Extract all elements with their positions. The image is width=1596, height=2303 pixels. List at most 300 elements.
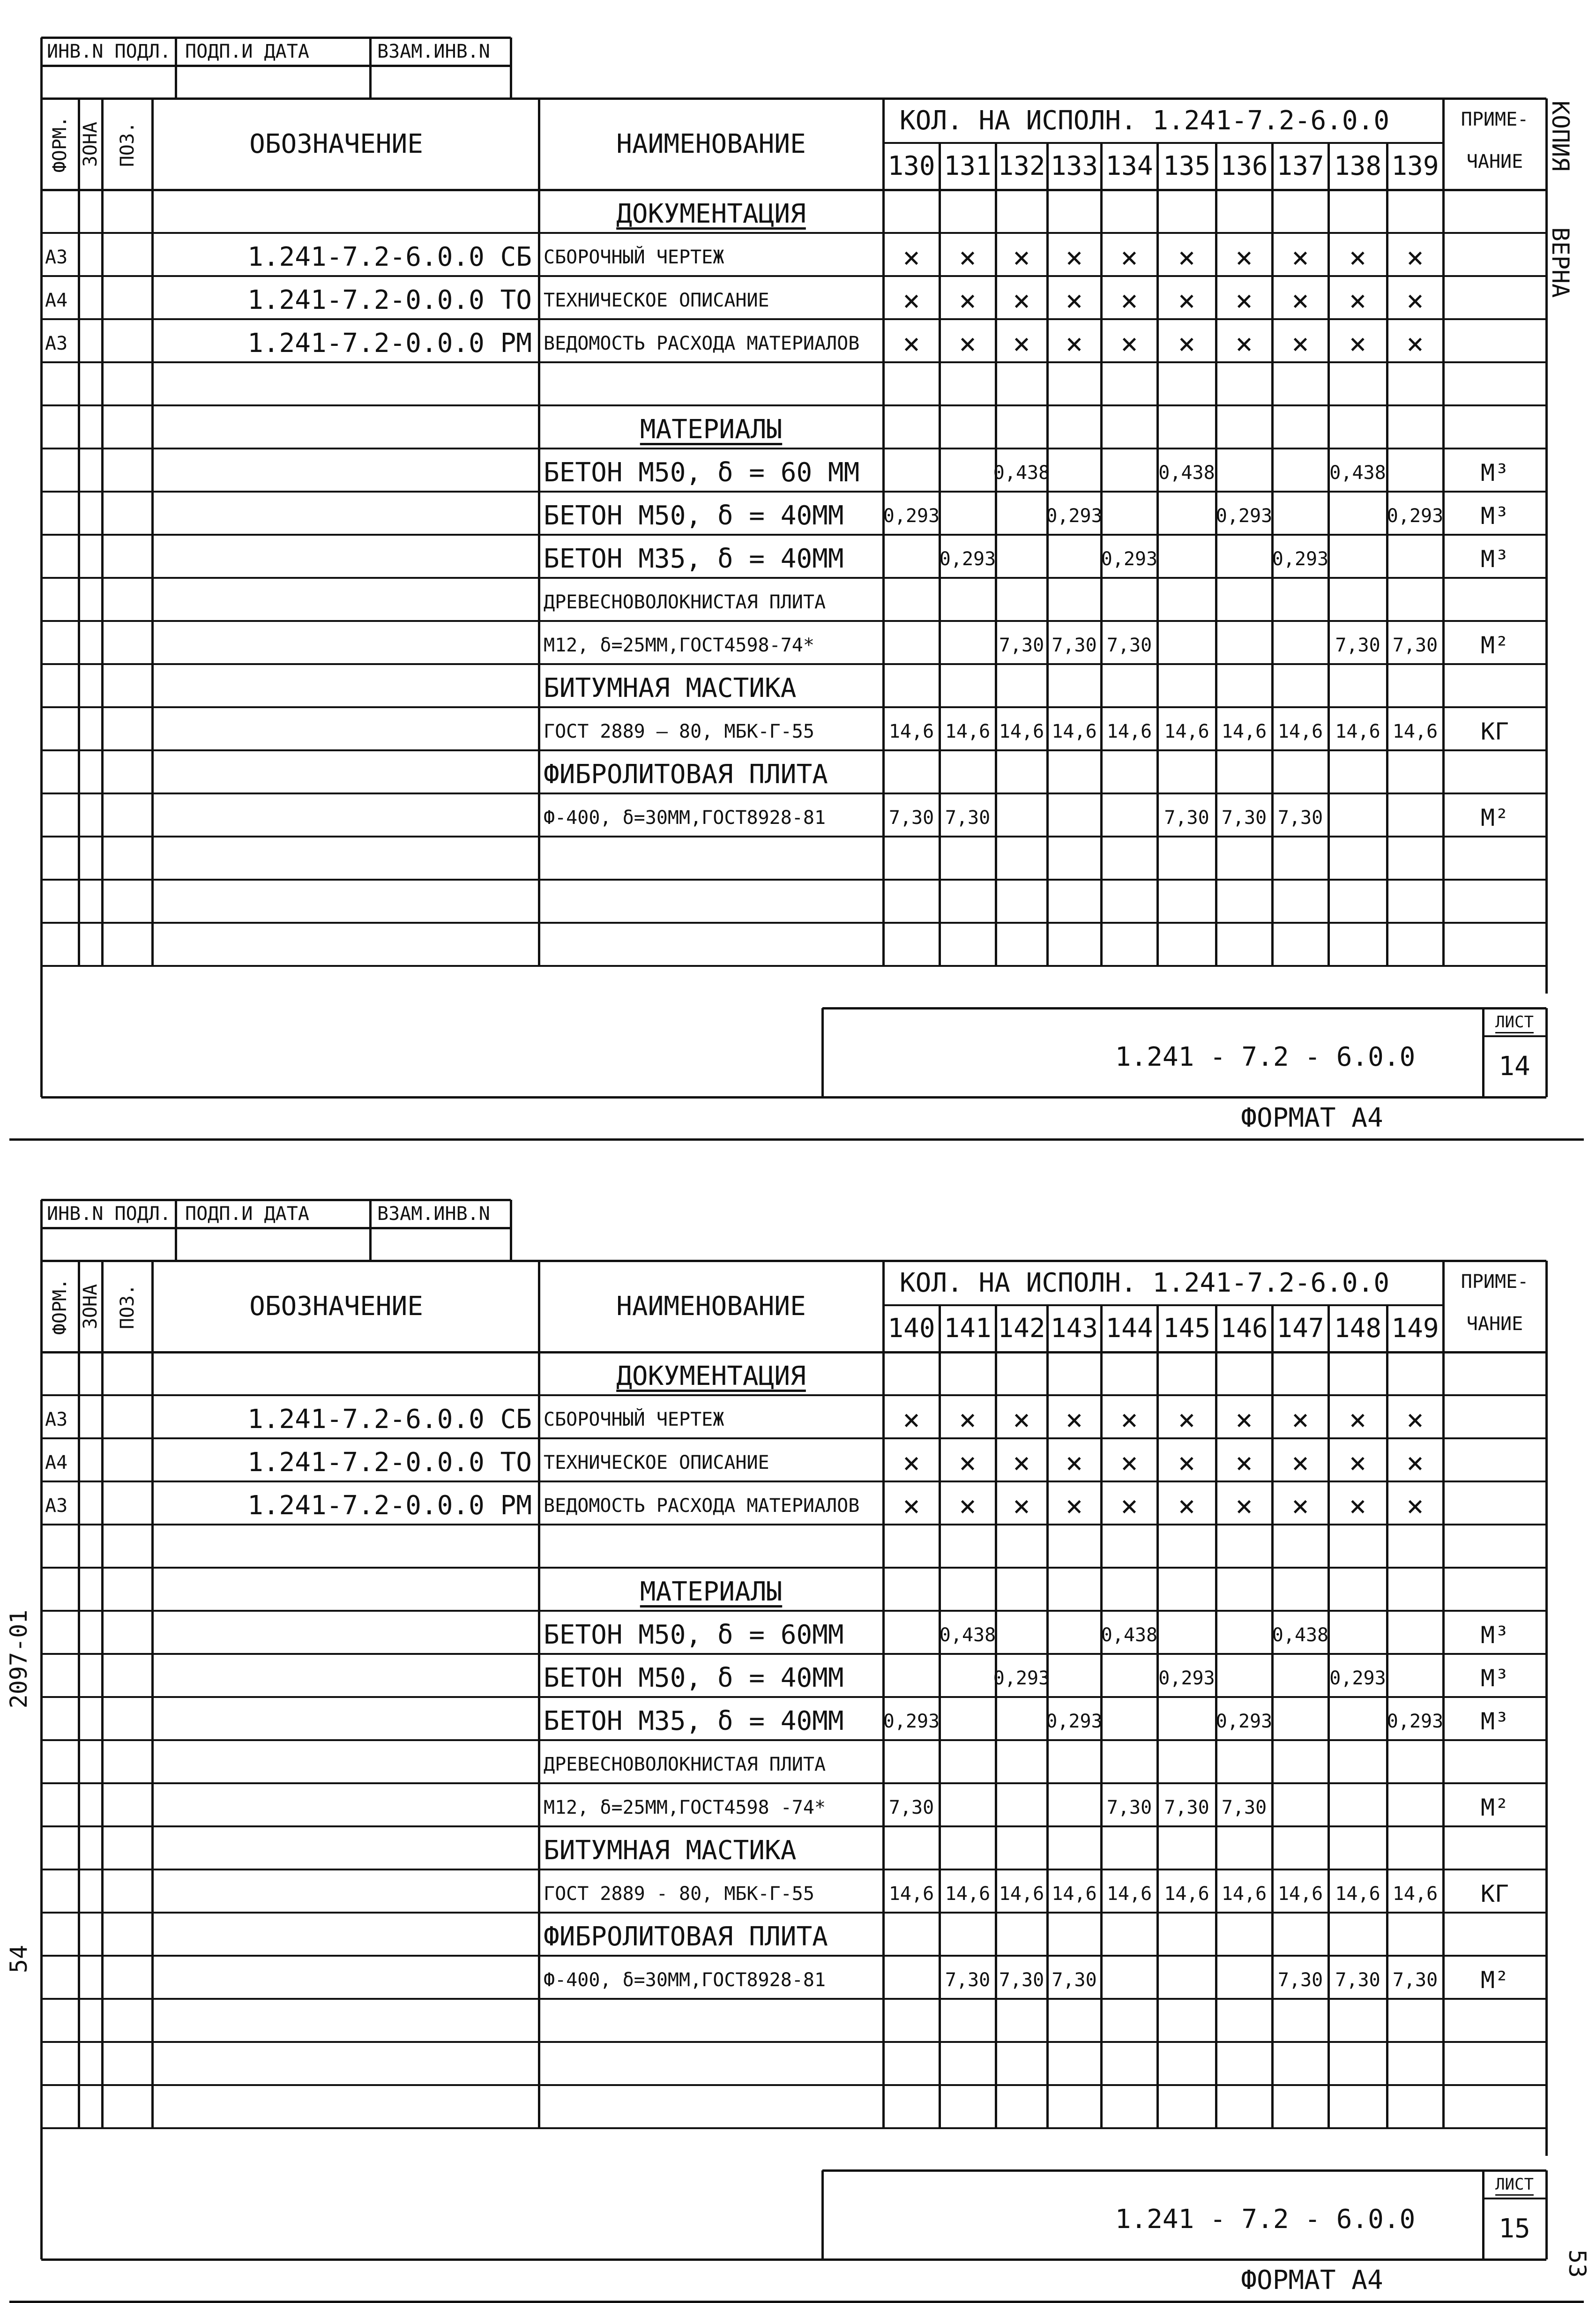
doc-mark: ×	[902, 1402, 920, 1437]
col-kol-header: КОЛ. НА ИСПОЛН. 1.241-7.2-6.0.0	[899, 1267, 1390, 1298]
material-qty: 7,30	[1277, 1969, 1323, 1991]
doc-mark: ×	[1349, 283, 1367, 318]
side-code: 2097-01	[5, 1609, 32, 1709]
material-name: ГОСТ 2889 — 80, МБК-Г-55	[544, 721, 814, 742]
rule-line	[41, 1912, 1546, 1914]
doc-mark: ×	[1013, 326, 1030, 361]
rule-line	[41, 706, 1546, 708]
material-qty: 7,30	[945, 807, 991, 829]
material-qty: 0,293	[1101, 548, 1158, 570]
rule-line	[1482, 2170, 1484, 2259]
material-name: БИТУМНАЯ МАСТИКА	[544, 673, 797, 703]
doc-mark: ×	[1235, 1445, 1253, 1480]
rule-line	[9, 2301, 1584, 2303]
col-naimenovanie: НАИМЕНОВАНИЕ	[616, 128, 806, 159]
material-qty: 14,6	[1221, 721, 1267, 742]
material-qty: 0,293	[1387, 1711, 1444, 1732]
rule-line	[175, 1200, 177, 1261]
side-mark-verna: ВЕРНА	[1547, 227, 1574, 298]
doc-mark: ×	[902, 1488, 920, 1523]
rule-line	[41, 1998, 1546, 2000]
material-name: БЕТОН М50, δ = 40ММ	[544, 501, 844, 531]
material-qty: 7,30	[1221, 807, 1267, 829]
material-name: ФИБРОЛИТОВАЯ ПЛИТА	[544, 759, 828, 790]
doc-mark: ×	[1178, 1488, 1196, 1523]
rule-line	[41, 1260, 1546, 1262]
doc-mark: ×	[959, 240, 977, 275]
doc-format: А3	[45, 333, 68, 354]
doc-mark: ×	[1120, 1402, 1138, 1437]
material-qty: 14,6	[999, 721, 1044, 742]
col-kol-header: КОЛ. НА ИСПОЛН. 1.241-7.2-6.0.0	[899, 105, 1390, 136]
variant-col-137: 137	[1276, 151, 1324, 181]
doc-code: 1.241-7.2-6.0.0 СБ	[247, 242, 532, 272]
doc-mark: ×	[959, 326, 977, 361]
material-qty: 14,6	[1052, 1883, 1097, 1905]
material-qty: 14,6	[1106, 721, 1152, 742]
rule-line	[369, 37, 372, 98]
col-primechanie-1: ПРИМЕ-	[1461, 109, 1529, 130]
rule-line	[41, 361, 1546, 363]
rule-line	[1483, 1035, 1546, 1037]
doc-mark: ×	[1013, 1402, 1030, 1437]
rule-line	[41, 1567, 1546, 1569]
material-name: БЕТОН М50, δ = 40ММ	[544, 1663, 844, 1693]
col-form: ФОРМ.	[49, 1278, 71, 1335]
variant-col-131: 131	[944, 151, 992, 181]
material-qty: 14,6	[945, 721, 991, 742]
variant-col-135: 135	[1163, 151, 1211, 181]
material-qty: 14,6	[1221, 1883, 1267, 1905]
material-qty: 0,438	[1158, 462, 1215, 484]
title-block-code: 1.241 - 7.2 - 6.0.0	[1115, 1042, 1416, 1072]
doc-mark: ×	[1120, 240, 1138, 275]
stamp-podp-data: ПОДП.И ДАТА	[185, 1203, 309, 1225]
rule-line	[40, 37, 43, 98]
material-qty: 7,30	[1052, 635, 1097, 656]
rule-line	[41, 1480, 1546, 1482]
doc-mark: ×	[1406, 283, 1424, 318]
rule-line	[510, 37, 512, 98]
variant-col-147: 147	[1276, 1313, 1324, 1344]
rule-line	[41, 1227, 511, 1229]
material-name: ДРЕВЕСНОВОЛОКНИСТАЯ ПЛИТА	[544, 591, 826, 613]
doc-mark: ×	[902, 283, 920, 318]
doc-name: ВЕДОМОСТЬ РАСХОДА МАТЕРИАЛОВ	[544, 1495, 860, 1517]
rule-line	[41, 1096, 1546, 1099]
rule-line	[1545, 1008, 1548, 1097]
doc-mark: ×	[1120, 1488, 1138, 1523]
variant-col-133: 133	[1050, 151, 1098, 181]
material-unit: М³	[1480, 1708, 1509, 1735]
material-unit: КГ	[1480, 1880, 1509, 1907]
material-name: БЕТОН М35, δ = 40ММ	[544, 544, 844, 574]
doc-mark: ×	[1178, 1402, 1196, 1437]
material-qty: 14,6	[1164, 1883, 1209, 1905]
rule-line	[41, 1199, 511, 1201]
rule-line	[41, 232, 1546, 234]
rule-line	[41, 275, 1546, 277]
material-qty: 0,438	[1101, 1624, 1158, 1646]
rule-line	[883, 142, 1443, 144]
rule-line	[41, 1955, 1546, 1957]
title-block-list-label: ЛИСТ	[1495, 2175, 1534, 2194]
doc-mark: ×	[1065, 326, 1083, 361]
variant-col-134: 134	[1105, 151, 1153, 181]
material-name: ГОСТ 2889 - 80, МБК-Г-55	[544, 1883, 814, 1905]
spec-sheet-15	[0, 1162, 1596, 2297]
rule-line	[822, 2169, 1546, 2172]
col-oboznachenie: ОБОЗНАЧЕНИЕ	[249, 128, 423, 159]
variant-col-146: 146	[1220, 1313, 1268, 1344]
title-block-list-number: 15	[1499, 2213, 1530, 2244]
material-name: ФИБРОЛИТОВАЯ ПЛИТА	[544, 1922, 828, 1952]
section-title: ДОКУМЕНТАЦИЯ	[616, 199, 806, 229]
rule-line	[41, 2258, 1546, 2261]
doc-mark: ×	[1291, 1402, 1309, 1437]
variant-col-130: 130	[887, 151, 935, 181]
doc-mark: ×	[1291, 240, 1309, 275]
material-name: Ф-400, δ=30ММ,ГОСТ8928-81	[544, 1969, 826, 1991]
material-name: БЕТОН М35, δ = 40ММ	[544, 1706, 844, 1736]
col-primechanie-1: ПРИМЕ-	[1461, 1271, 1529, 1293]
rule-line	[41, 1524, 1546, 1525]
rule-line	[41, 879, 1546, 881]
col-poz: ПОЗ.	[116, 121, 138, 167]
doc-mark: ×	[1178, 1445, 1196, 1480]
material-qty: 0,293	[1046, 505, 1103, 527]
rule-line	[41, 37, 511, 39]
material-name: М12, δ=25ММ,ГОСТ4598 -74*	[544, 1797, 826, 1818]
rule-line	[41, 318, 1546, 320]
doc-mark: ×	[1013, 240, 1030, 275]
rule-line	[41, 97, 1546, 100]
rule-line	[41, 404, 1546, 406]
material-qty: 14,6	[888, 1883, 934, 1905]
material-name: БИТУМНАЯ МАСТИКА	[544, 1835, 797, 1866]
doc-mark: ×	[1349, 326, 1367, 361]
material-qty: 14,6	[999, 1883, 1044, 1905]
material-qty: 0,438	[993, 462, 1050, 484]
rule-line	[41, 1351, 1546, 1353]
rule-line	[41, 1653, 1546, 1655]
material-qty: 0,293	[883, 1711, 940, 1732]
doc-mark: ×	[1178, 326, 1196, 361]
corner-page-number: 53	[1564, 2249, 1591, 2278]
rule-line	[1046, 143, 1049, 966]
rule-line	[40, 1261, 43, 2254]
material-unit: М²	[1480, 1794, 1509, 1821]
doc-mark: ×	[959, 1402, 977, 1437]
material-qty: 7,30	[1106, 635, 1152, 656]
doc-mark: ×	[1406, 240, 1424, 275]
variant-col-139: 139	[1391, 151, 1439, 181]
title-block-list-number: 14	[1499, 1051, 1530, 1082]
doc-name: СБОРОЧНЫЙ ЧЕРТЕЖ	[544, 1409, 724, 1430]
doc-mark: ×	[1235, 1402, 1253, 1437]
material-qty: 7,30	[999, 635, 1044, 656]
stamp-inv-podl: ИНВ.N ПОДЛ.	[47, 41, 171, 62]
doc-name: ВЕДОМОСТЬ РАСХОДА МАТЕРИАЛОВ	[544, 333, 860, 354]
doc-format: А4	[45, 290, 68, 311]
material-qty: 7,30	[1392, 635, 1438, 656]
rule-line	[369, 1200, 372, 1261]
doc-mark: ×	[959, 1488, 977, 1523]
doc-mark: ×	[1406, 1445, 1424, 1480]
material-qty: 7,30	[1277, 807, 1323, 829]
doc-mark: ×	[1291, 326, 1309, 361]
variant-col-142: 142	[998, 1313, 1045, 1344]
rule-line	[41, 793, 1546, 794]
section-title: ДОКУМЕНТАЦИЯ	[616, 1361, 806, 1391]
material-qty: 14,6	[1335, 1883, 1380, 1905]
material-unit: М²	[1480, 1967, 1509, 1994]
material-qty: 0,438	[939, 1624, 996, 1646]
col-zona: ЗОНА	[80, 121, 101, 167]
material-qty: 7,30	[1392, 1969, 1438, 1991]
rule-line	[41, 577, 1546, 579]
material-qty: 7,30	[1221, 1797, 1267, 1818]
doc-mark: ×	[1065, 283, 1083, 318]
doc-format: А4	[45, 1452, 68, 1473]
title-block-format: ФОРМАТ А4	[1241, 2265, 1383, 2296]
rule-line	[1482, 1008, 1484, 1097]
material-name: БЕТОН М50, δ = 60ММ	[544, 1620, 844, 1650]
doc-mark: ×	[1349, 1488, 1367, 1523]
material-qty: 14,6	[1052, 721, 1097, 742]
material-qty: 0,293	[939, 548, 996, 570]
material-unit: М³	[1480, 502, 1509, 530]
rule-line	[41, 534, 1546, 536]
title-block-code: 1.241 - 7.2 - 6.0.0	[1115, 2204, 1416, 2235]
doc-name: СБОРОЧНЫЙ ЧЕРТЕЖ	[544, 247, 724, 268]
rule-line	[40, 98, 43, 1092]
rule-line	[9, 1138, 1584, 1141]
doc-mark: ×	[1406, 1402, 1424, 1437]
material-qty: 0,293	[1046, 1711, 1103, 1732]
material-qty: 0,293	[993, 1667, 1050, 1689]
material-qty: 7,30	[888, 1797, 934, 1818]
rule-line	[41, 922, 1546, 924]
rule-line	[883, 1304, 1443, 1306]
col-primechanie-2: ЧАНИЕ	[1466, 1313, 1523, 1335]
doc-mark: ×	[1349, 1445, 1367, 1480]
material-qty: 14,6	[1335, 721, 1380, 742]
rule-line	[40, 966, 43, 1097]
doc-mark: ×	[1235, 240, 1253, 275]
material-qty: 0,293	[883, 505, 940, 527]
col-primechanie-2: ЧАНИЕ	[1466, 151, 1523, 172]
material-qty: 0,293	[1216, 505, 1273, 527]
rule-line	[41, 189, 1546, 191]
doc-mark: ×	[1120, 1445, 1138, 1480]
variant-col-141: 141	[944, 1313, 992, 1344]
rule-line	[41, 2127, 1546, 2129]
doc-code: 1.241-7.2-0.0.0 РМ	[247, 328, 532, 359]
material-unit: М³	[1480, 459, 1509, 486]
material-qty: 14,6	[945, 1883, 991, 1905]
doc-mark: ×	[1235, 326, 1253, 361]
material-name: БЕТОН М50, δ = 60 ММ	[544, 457, 860, 488]
material-qty: 0,293	[1387, 505, 1444, 527]
variant-col-143: 143	[1050, 1313, 1098, 1344]
doc-name: ТЕХНИЧЕСКОЕ ОПИСАНИЕ	[544, 1452, 769, 1473]
title-block-format: ФОРМАТ А4	[1241, 1103, 1383, 1133]
material-qty: 14,6	[1106, 1883, 1152, 1905]
doc-mark: ×	[959, 283, 977, 318]
rule-line	[41, 1739, 1546, 1741]
rule-line	[821, 2170, 824, 2259]
variant-col-140: 140	[887, 1313, 935, 1344]
doc-mark: ×	[1065, 1488, 1083, 1523]
variant-col-145: 145	[1163, 1313, 1211, 1344]
rule-line	[41, 1869, 1546, 1870]
rule-line	[1156, 1305, 1159, 2128]
rule-line	[510, 1200, 512, 1261]
col-form: ФОРМ.	[49, 116, 71, 172]
doc-mark: ×	[902, 240, 920, 275]
material-qty: 14,6	[1392, 1883, 1438, 1905]
rule-line	[41, 1782, 1546, 1784]
doc-format: А3	[45, 1409, 68, 1430]
rule-line	[41, 491, 1546, 493]
material-qty: 7,30	[1164, 1797, 1209, 1818]
variant-col-144: 144	[1105, 1313, 1153, 1344]
doc-mark: ×	[1065, 1445, 1083, 1480]
rule-line	[41, 2041, 1546, 2043]
doc-code: 1.241-7.2-0.0.0 ТО	[247, 1447, 532, 1478]
rule-line	[41, 1437, 1546, 1439]
material-unit: КГ	[1480, 718, 1509, 745]
doc-mark: ×	[1013, 283, 1030, 318]
stamp-vzam-inv: ВЗАМ.ИНВ.N	[377, 41, 490, 62]
material-qty: 7,30	[888, 807, 934, 829]
doc-mark: ×	[1120, 283, 1138, 318]
material-unit: М²	[1480, 804, 1509, 831]
variant-col-138: 138	[1334, 151, 1382, 181]
material-unit: М³	[1480, 546, 1509, 573]
rule-line	[41, 836, 1546, 837]
variant-col-148: 148	[1334, 1313, 1382, 1344]
rule-line	[1328, 1305, 1330, 2128]
material-qty: 7,30	[1335, 635, 1380, 656]
material-qty: 0,293	[1272, 548, 1329, 570]
material-qty: 0,438	[1329, 462, 1386, 484]
rule-line	[41, 1394, 1546, 1396]
rule-line	[41, 1610, 1546, 1612]
doc-format: А3	[45, 1495, 68, 1517]
rule-line	[40, 1200, 43, 1261]
doc-mark: ×	[1406, 1488, 1424, 1523]
rule-line	[1215, 143, 1217, 966]
doc-mark: ×	[1013, 1445, 1030, 1480]
material-qty: 14,6	[1277, 721, 1323, 742]
section-title: МАТЕРИАЛЫ	[640, 414, 783, 445]
doc-mark: ×	[902, 326, 920, 361]
rule-line	[821, 1008, 824, 1097]
doc-mark: ×	[1065, 1402, 1083, 1437]
doc-code: 1.241-7.2-6.0.0 СБ	[247, 1404, 532, 1435]
doc-mark: ×	[1291, 283, 1309, 318]
material-name: М12, δ=25ММ,ГОСТ4598-74*	[544, 635, 814, 656]
doc-mark: ×	[902, 1445, 920, 1480]
col-poz: ПОЗ.	[116, 1284, 138, 1329]
rule-line	[995, 1305, 997, 2128]
doc-mark: ×	[1065, 240, 1083, 275]
rule-line	[41, 620, 1546, 622]
material-qty: 14,6	[1277, 1883, 1323, 1905]
material-qty: 7,30	[1335, 1969, 1380, 1991]
section-title: МАТЕРИАЛЫ	[640, 1577, 783, 1607]
doc-mark: ×	[1349, 240, 1367, 275]
stamp-podp-data: ПОДП.И ДАТА	[185, 41, 309, 62]
variant-col-149: 149	[1391, 1313, 1439, 1344]
doc-mark: ×	[1291, 1445, 1309, 1480]
rule-line	[41, 749, 1546, 751]
material-unit: М³	[1480, 1622, 1509, 1649]
col-oboznachenie: ОБОЗНАЧЕНИЕ	[249, 1291, 423, 1322]
material-qty: 0,293	[1216, 1711, 1273, 1732]
variant-col-132: 132	[998, 151, 1045, 181]
material-qty: 7,30	[1164, 807, 1209, 829]
material-qty: 7,30	[1106, 1797, 1152, 1818]
rule-line	[41, 965, 1546, 967]
doc-mark: ×	[1406, 326, 1424, 361]
rule-line	[41, 65, 511, 67]
doc-mark: ×	[1013, 1488, 1030, 1523]
doc-mark: ×	[1120, 326, 1138, 361]
material-qty: 0,293	[1329, 1667, 1386, 1689]
rule-line	[1545, 2170, 1548, 2259]
rule-line	[175, 37, 177, 98]
doc-format: А3	[45, 247, 68, 268]
title-block-list-label: ЛИСТ	[1495, 1013, 1534, 1032]
material-qty: 0,438	[1272, 1624, 1329, 1646]
material-unit: М³	[1480, 1665, 1509, 1692]
variant-col-136: 136	[1220, 151, 1268, 181]
rule-line	[41, 663, 1546, 665]
material-name: Ф-400, δ=30ММ,ГОСТ8928-81	[544, 807, 826, 829]
doc-mark: ×	[1235, 1488, 1253, 1523]
material-qty: 0,293	[1158, 1667, 1215, 1689]
col-naimenovanie: НАИМЕНОВАНИЕ	[616, 1291, 806, 1322]
stamp-inv-podl: ИНВ.N ПОДЛ.	[47, 1203, 171, 1225]
side-mark-kopiya: КОПИЯ	[1547, 100, 1574, 172]
doc-code: 1.241-7.2-0.0.0 ТО	[247, 285, 532, 315]
material-qty: 7,30	[1052, 1969, 1097, 1991]
doc-name: ТЕХНИЧЕСКОЕ ОПИСАНИЕ	[544, 290, 769, 311]
doc-mark: ×	[1178, 240, 1196, 275]
rule-line	[41, 1696, 1546, 1698]
doc-mark: ×	[1235, 283, 1253, 318]
doc-code: 1.241-7.2-0.0.0 РМ	[247, 1490, 532, 1521]
material-qty: 14,6	[888, 721, 934, 742]
doc-mark: ×	[1178, 283, 1196, 318]
rule-line	[822, 1007, 1546, 1009]
rule-line	[40, 2128, 43, 2259]
rule-line	[41, 2084, 1546, 2086]
material-name: ДРЕВЕСНОВОЛОКНИСТАЯ ПЛИТА	[544, 1754, 826, 1775]
material-qty: 7,30	[999, 1969, 1044, 1991]
doc-mark: ×	[1291, 1488, 1309, 1523]
doc-mark: ×	[959, 1445, 977, 1480]
material-qty: 14,6	[1164, 721, 1209, 742]
col-zona: ЗОНА	[80, 1284, 101, 1329]
rule-line	[41, 448, 1546, 449]
material-unit: М²	[1480, 632, 1509, 659]
material-qty: 14,6	[1392, 721, 1438, 742]
rule-line	[1386, 143, 1388, 966]
